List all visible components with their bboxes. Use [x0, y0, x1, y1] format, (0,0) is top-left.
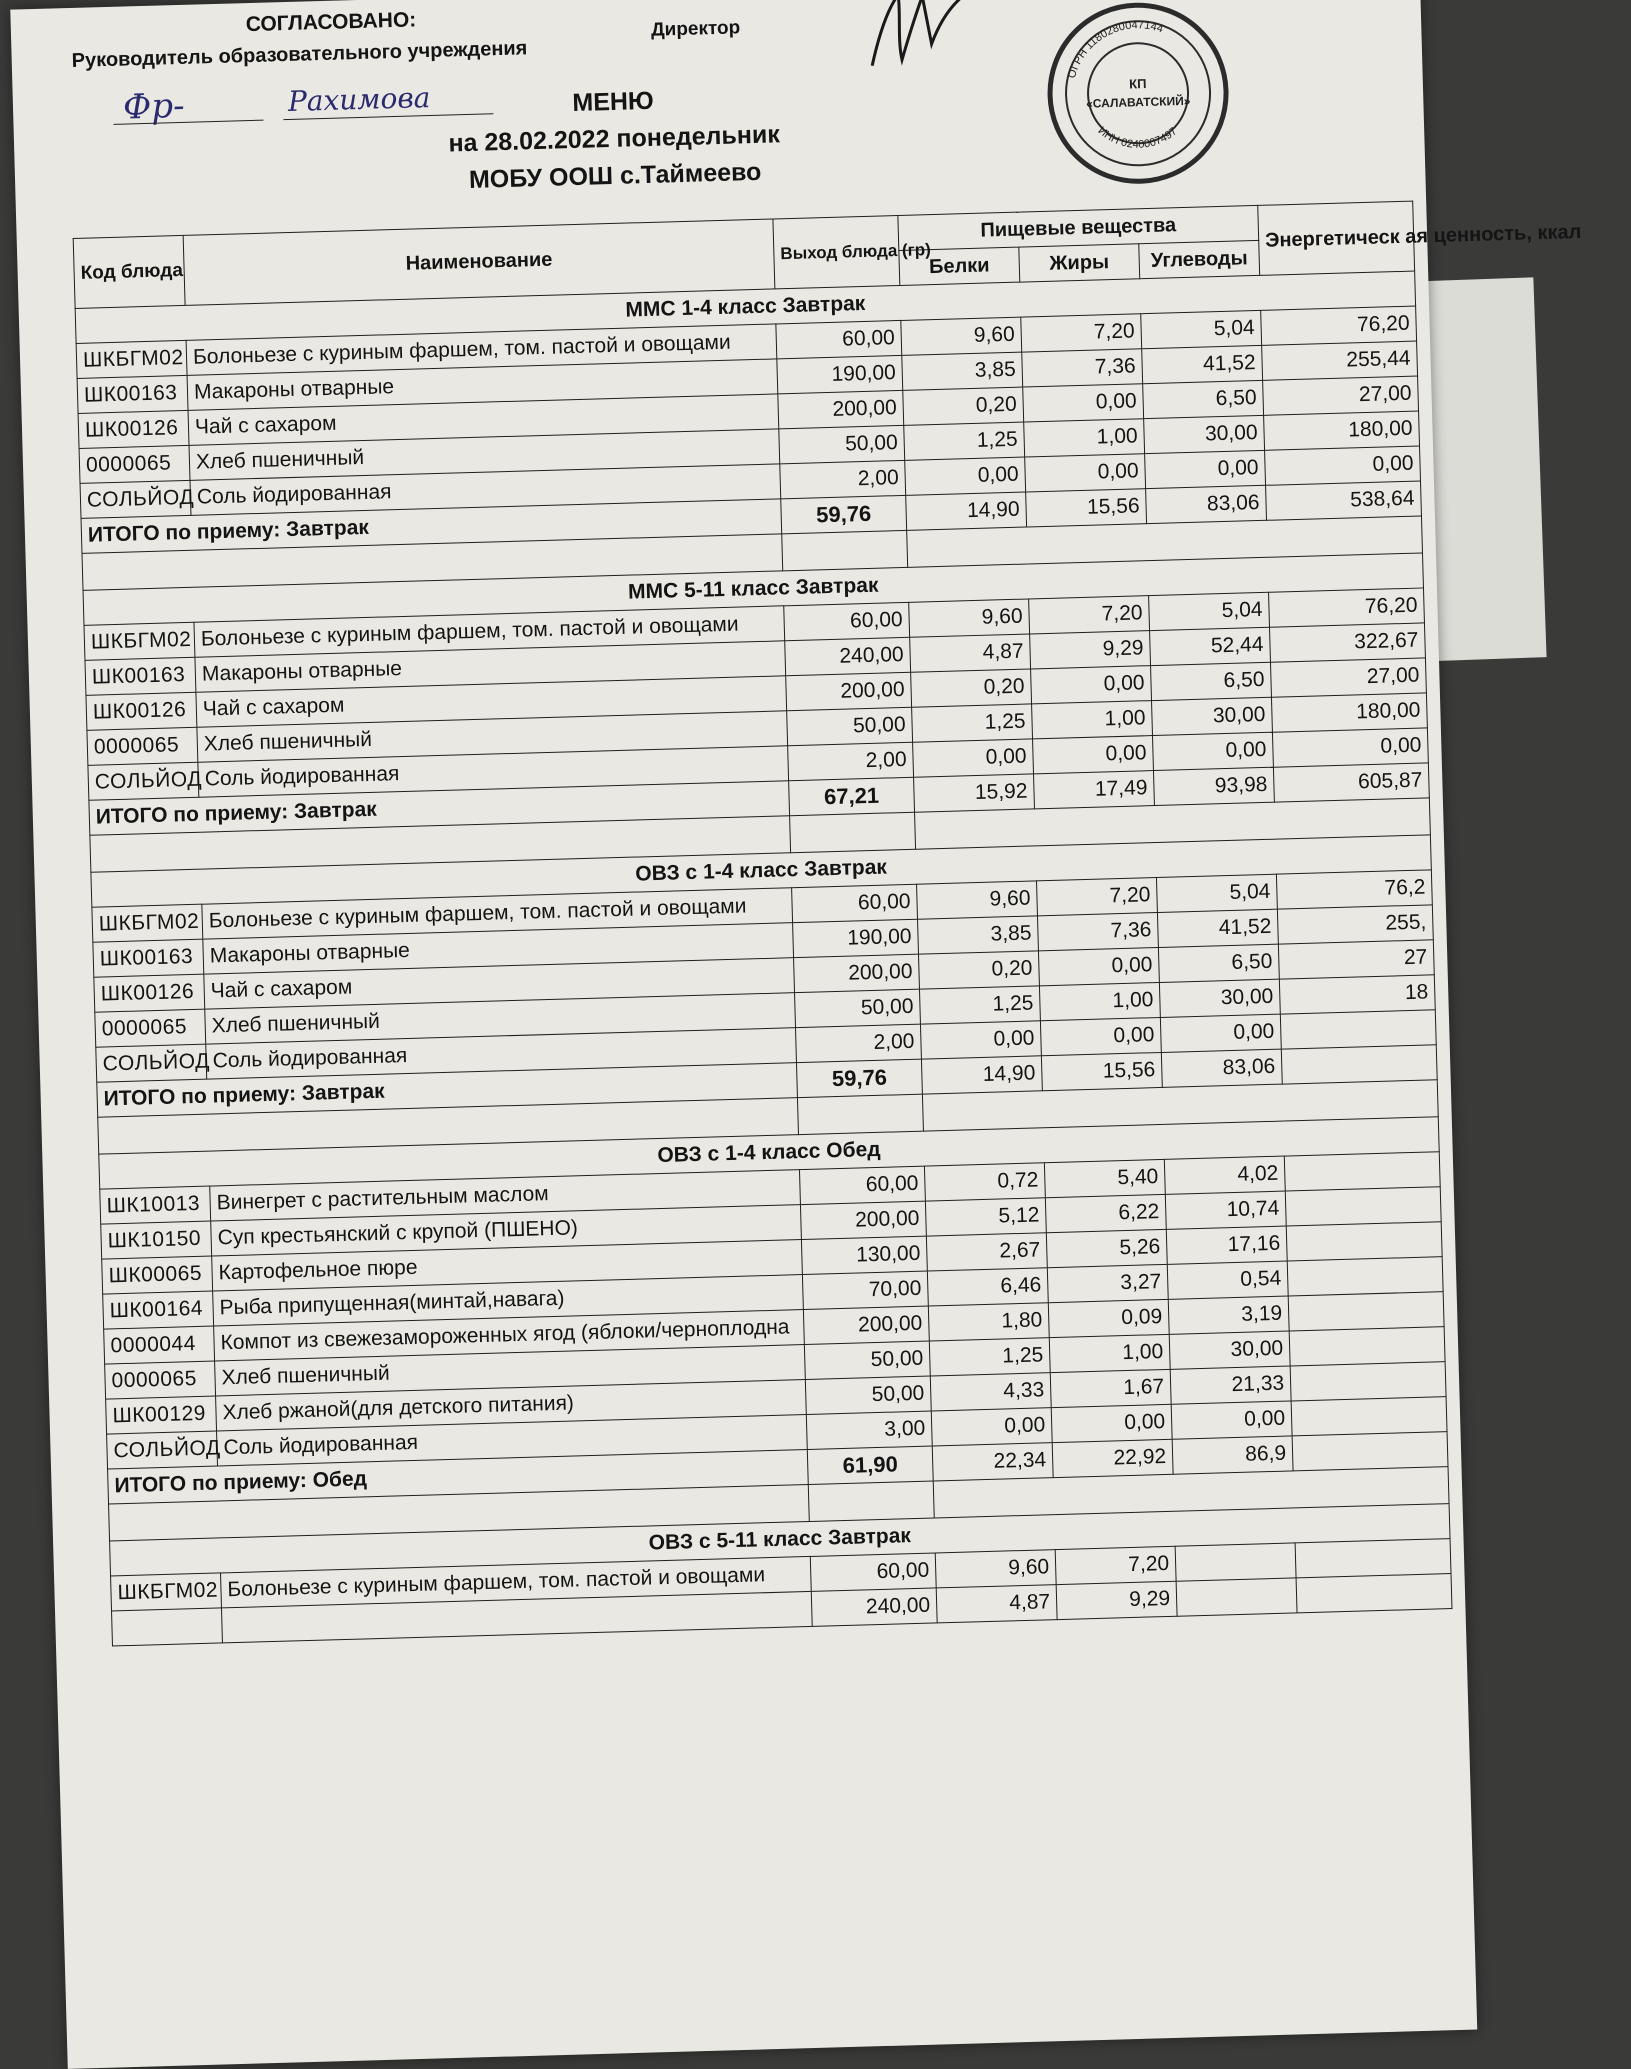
- dish-energy: 322,67: [1270, 623, 1426, 662]
- dish-name: Хлеб пшеничный: [197, 711, 788, 762]
- dish-carbs: 10,74: [1165, 1191, 1286, 1229]
- dish-fats: 5,26: [1046, 1229, 1167, 1267]
- dish-proteins: 4,87: [910, 634, 1031, 672]
- stamp-name: «САЛАВАТСКИЙ»: [1085, 93, 1191, 111]
- dish-code: ШКБГМ02: [76, 340, 187, 378]
- dish-code: ШК00126: [78, 410, 189, 448]
- dish-name: Чай с сахаром: [188, 394, 779, 445]
- dish-output: 60,00: [810, 1553, 936, 1591]
- dish-carbs: [1176, 1578, 1297, 1616]
- dish-name: Компот из свежезамороженных ягод (яблоки/черноплодна: [214, 1310, 805, 1361]
- dish-energy: [1284, 1152, 1440, 1191]
- dish-code: ШК00163: [93, 939, 204, 977]
- dish-carbs: 17,16: [1166, 1226, 1287, 1264]
- dish-carbs: 5,04: [1149, 592, 1270, 630]
- dish-output: 50,00: [805, 1376, 931, 1414]
- dish-fats: 7,36: [1022, 349, 1143, 387]
- dish-carbs: 5,04: [1156, 874, 1277, 912]
- dish-energy: [1287, 1257, 1443, 1296]
- dish-name: Макароны отварные: [187, 359, 778, 410]
- dish-proteins: 6,46: [927, 1268, 1048, 1306]
- total-energy: 538,64: [1266, 481, 1422, 520]
- dish-proteins: 1,25: [912, 704, 1033, 742]
- dish-output: 70,00: [802, 1271, 928, 1309]
- dish-code: ШК10013: [100, 1186, 211, 1224]
- total-carbs: 83,06: [1161, 1049, 1282, 1087]
- section-title: ОВЗ с 1-4 класс Завтрак: [91, 835, 1431, 907]
- dish-proteins: 4,33: [930, 1373, 1051, 1411]
- dish-proteins: 0,00: [931, 1408, 1052, 1446]
- blank-cell: [797, 1094, 923, 1134]
- dish-fats: 1,00: [1032, 701, 1153, 739]
- dish-output: 2,00: [796, 1024, 922, 1062]
- dish-carbs: 6,50: [1158, 944, 1279, 982]
- dish-name: Хлеб пшеничный: [215, 1345, 806, 1396]
- section-title: ОВЗ с 1-4 класс Обед: [99, 1117, 1439, 1189]
- head-role: Руководитель образовательного учреждения: [71, 37, 528, 72]
- dish-energy: [1280, 1010, 1436, 1049]
- dish-carbs: 21,33: [1170, 1366, 1291, 1404]
- dish-carbs: 41,52: [1157, 909, 1278, 947]
- dish-code: ШК00129: [106, 1396, 217, 1434]
- col-code: Код блюда: [73, 235, 185, 308]
- dish-name: Хлеб ржаной(для детского питания): [216, 1380, 807, 1431]
- col-proteins: Белки: [899, 247, 1020, 285]
- col-nutrients: Пищевые вещества: [898, 205, 1259, 250]
- dish-energy: 255,: [1277, 905, 1433, 944]
- dish-fats: 0,00: [1033, 736, 1154, 774]
- dish-code: 0000065: [105, 1361, 216, 1399]
- dish-code: СОЛЬЙОД: [80, 480, 191, 518]
- col-output: Выход блюда (гр): [773, 215, 900, 288]
- dish-carbs: 30,00: [1144, 415, 1265, 453]
- dish-energy: 76,20: [1269, 588, 1425, 627]
- dish-energy: [1288, 1292, 1444, 1331]
- dish-output: 200,00: [803, 1306, 929, 1344]
- dish-code: ШКБГМ02: [84, 622, 195, 660]
- dish-proteins: 3,85: [902, 352, 1023, 390]
- dish-proteins: 1,80: [928, 1303, 1049, 1341]
- dish-code: 0000044: [104, 1326, 215, 1364]
- total-label: ИТОГО по приему: Завтрак: [81, 499, 782, 554]
- dish-energy: 18: [1279, 975, 1435, 1014]
- dish-energy: [1285, 1187, 1441, 1226]
- total-fats: 22,92: [1052, 1439, 1173, 1477]
- total-carbs: 86,9: [1172, 1436, 1293, 1474]
- total-energy: [1292, 1432, 1448, 1471]
- dish-fats: 0,00: [1040, 1017, 1161, 1055]
- total-proteins: 14,90: [921, 1056, 1042, 1094]
- dish-proteins: 4,87: [936, 1585, 1057, 1623]
- total-output: 67,21: [789, 777, 915, 815]
- dish-fats: 7,20: [1036, 878, 1157, 916]
- dish-energy: 76,2: [1276, 870, 1432, 909]
- total-proteins: 22,34: [932, 1443, 1053, 1481]
- stamp-ogrn: ОГРН 1180280047144: [1065, 19, 1165, 80]
- menu-title-block: [353, 81, 876, 198]
- dish-energy: [1291, 1397, 1447, 1436]
- total-energy: 605,87: [1273, 763, 1429, 802]
- total-energy: [1281, 1045, 1437, 1084]
- organization-stamp: [1040, 0, 1235, 191]
- dish-energy: [1286, 1222, 1442, 1261]
- dish-output: 2,00: [780, 460, 906, 498]
- total-fats: 15,56: [1041, 1052, 1162, 1090]
- dish-output: 200,00: [778, 390, 904, 428]
- dish-energy: 27,00: [1270, 658, 1426, 697]
- total-carbs: 83,06: [1146, 485, 1267, 523]
- dish-output: 60,00: [792, 884, 918, 922]
- dish-fats: 0,09: [1048, 1299, 1169, 1337]
- dish-code: ШК00126: [86, 692, 197, 730]
- dish-output: 60,00: [784, 602, 910, 640]
- dish-carbs: 5,04: [1141, 310, 1262, 348]
- blank-cell: [790, 812, 916, 852]
- school-name: МОБУ ООШ с.Таймеево: [468, 157, 762, 194]
- dish-name: Рыба припущенная(минтай,навага): [213, 1275, 804, 1326]
- dish-proteins: 0,20: [911, 669, 1032, 707]
- dish-code: ШК00164: [103, 1291, 214, 1329]
- stamp-inn: ИНН 0240007497: [1095, 124, 1180, 151]
- dish-fats: 0,00: [1051, 1404, 1172, 1442]
- dish-code: СОЛЬЙОД: [88, 762, 199, 800]
- dish-fats: 7,20: [1055, 1546, 1176, 1584]
- dish-output: 2,00: [788, 742, 914, 780]
- section-title: ММС 1-4 класс Завтрак: [75, 271, 1415, 343]
- dish-name: Чай с сахаром: [196, 676, 787, 727]
- dish-energy: 180,00: [1264, 411, 1420, 450]
- dish-proteins: 0,20: [903, 387, 1024, 425]
- menu-title: МЕНЮ: [572, 86, 655, 118]
- dish-output: 190,00: [777, 355, 903, 393]
- col-energy: Энергетическ ая ценность, ккал: [1258, 201, 1415, 275]
- total-proteins: 14,90: [906, 492, 1027, 530]
- dish-carbs: 30,00: [1159, 979, 1280, 1017]
- dish-proteins: 1,25: [929, 1338, 1050, 1376]
- head-initials-signature: Фр-: [122, 85, 186, 128]
- dish-name: Соль йодированная: [206, 1028, 797, 1079]
- dish-code: ШК00065: [102, 1256, 213, 1294]
- dish-code: 0000065: [87, 727, 198, 765]
- head-signature: Рахимова: [287, 80, 431, 118]
- dish-carbs: 0,00: [1152, 732, 1273, 770]
- dish-code: [112, 1608, 223, 1646]
- menu-table: [73, 201, 1582, 1647]
- dish-proteins: 9,60: [935, 1550, 1056, 1588]
- dish-output: 60,00: [776, 320, 902, 358]
- dish-name: Болоньезе с куриным фаршем, том. пастой и овощами: [202, 888, 793, 939]
- dish-fats: 1,00: [1039, 982, 1160, 1020]
- dish-fats: 9,29: [1056, 1581, 1177, 1619]
- dish-code: ШК00163: [77, 375, 188, 413]
- dish-carbs: 41,52: [1142, 345, 1263, 383]
- dish-name: Соль йодированная: [190, 464, 781, 515]
- total-fats: 17,49: [1034, 771, 1155, 809]
- dish-proteins: 0,72: [924, 1163, 1045, 1201]
- dish-proteins: 3,85: [918, 916, 1039, 954]
- dish-carbs: 0,54: [1167, 1261, 1288, 1299]
- total-fats: 15,56: [1026, 489, 1147, 527]
- dish-output: 240,00: [811, 1588, 937, 1626]
- dish-name: Хлеб пшеничный: [205, 993, 796, 1044]
- dish-output: 240,00: [785, 637, 911, 675]
- dish-name: Соль йодированная: [217, 1415, 808, 1466]
- dish-code: ШК00126: [94, 974, 205, 1012]
- dish-proteins: 0,00: [920, 1021, 1041, 1059]
- dish-name: Соль йодированная: [198, 746, 789, 797]
- total-output: 59,76: [781, 495, 907, 533]
- dish-output: 50,00: [787, 707, 913, 745]
- dish-energy: [1296, 1574, 1452, 1613]
- dish-output: 200,00: [786, 672, 912, 710]
- dish-energy: 255,44: [1262, 341, 1418, 380]
- dish-fats: 7,36: [1037, 913, 1158, 951]
- dish-code: 0000065: [95, 1009, 206, 1047]
- dish-carbs: 6,50: [1151, 662, 1272, 700]
- dish-name: Хлеб пшеничный: [189, 429, 780, 480]
- dish-carbs: 52,44: [1150, 627, 1271, 665]
- director-label: Директор: [650, 17, 741, 41]
- total-label: ИТОГО по приему: Завтрак: [89, 781, 790, 836]
- dish-code: ШК00163: [85, 657, 196, 695]
- dish-proteins: 0,00: [905, 457, 1026, 495]
- dish-output: 50,00: [779, 425, 905, 463]
- dish-fats: 5,40: [1044, 1159, 1165, 1197]
- dish-code: СОЛЬЙОД: [107, 1431, 218, 1469]
- dish-name: Чай с сахаром: [204, 958, 795, 1009]
- total-output: 61,90: [807, 1446, 933, 1484]
- dish-code: ШКБГМ02: [111, 1573, 222, 1611]
- total-output: 59,76: [796, 1059, 922, 1097]
- dish-fats: 0,00: [1023, 384, 1144, 422]
- dish-energy: 0,00: [1265, 446, 1421, 485]
- dish-carbs: 0,00: [1145, 450, 1266, 488]
- dish-carbs: [1175, 1543, 1296, 1581]
- dish-code: 0000065: [79, 445, 190, 483]
- dish-energy: [1295, 1539, 1451, 1578]
- menu-date: на 28.02.2022 понедельник: [448, 120, 781, 158]
- dish-fats: 3,27: [1047, 1264, 1168, 1302]
- dish-fats: 1,67: [1050, 1369, 1171, 1407]
- stamp-type: КП: [1128, 75, 1147, 92]
- dish-fats: 0,00: [1038, 947, 1159, 985]
- dish-output: 50,00: [795, 989, 921, 1027]
- total-label: ИТОГО по приему: Завтрак: [97, 1063, 798, 1118]
- dish-fats: 1,00: [1024, 419, 1145, 457]
- dish-energy: [1289, 1327, 1445, 1366]
- dish-energy: [1290, 1362, 1446, 1401]
- dish-carbs: 0,00: [1171, 1401, 1292, 1439]
- director-signature: [860, 0, 992, 76]
- dish-name: Болоньезе с куриным фаршем, том. пастой и овощами: [194, 606, 785, 657]
- col-carbs: Углеводы: [1139, 240, 1260, 278]
- menu-body: [75, 271, 1452, 1646]
- approval-heading: СОГЛАСОВАНО:: [245, 8, 417, 37]
- dish-energy: 27,00: [1263, 376, 1419, 415]
- svg-text:ИНН 0240007497: [1095, 123, 1180, 153]
- section-title: ММС 5-11 класс Завтрак: [83, 553, 1423, 625]
- dish-name: Макароны отварные: [195, 641, 786, 692]
- dish-name: Макароны отварные: [203, 923, 794, 974]
- dish-output: 3,00: [806, 1411, 932, 1449]
- total-carbs: 93,98: [1153, 767, 1274, 805]
- total-proteins: 15,92: [914, 774, 1035, 812]
- dish-output: 60,00: [799, 1166, 925, 1204]
- dish-name: Суп крестьянский с крупой (ПШЕНО): [211, 1205, 802, 1256]
- dish-name: Картофельное пюре: [212, 1240, 803, 1291]
- dish-output: 130,00: [801, 1236, 927, 1274]
- dish-output: 200,00: [794, 954, 920, 992]
- dish-output: 200,00: [800, 1201, 926, 1239]
- dish-proteins: 9,60: [901, 317, 1022, 355]
- dish-proteins: 1,25: [904, 422, 1025, 460]
- dish-code: ШК10150: [101, 1221, 212, 1259]
- dish-carbs: 6,50: [1143, 380, 1264, 418]
- dish-carbs: 0,00: [1160, 1014, 1281, 1052]
- dish-code: СОЛЬЙОД: [96, 1044, 207, 1082]
- dish-code: ШКБГМ02: [92, 904, 203, 942]
- dish-fats: 0,00: [1031, 666, 1152, 704]
- dish-fats: 9,29: [1030, 631, 1151, 669]
- blank-cell: [808, 1481, 934, 1521]
- dish-proteins: 0,00: [913, 739, 1034, 777]
- dish-energy: 76,20: [1261, 306, 1417, 345]
- menu-sheet: [10, 0, 1582, 2069]
- dish-output: 190,00: [793, 919, 919, 957]
- dish-energy: 27: [1278, 940, 1434, 979]
- dish-fats: 7,20: [1029, 596, 1150, 634]
- dish-proteins: 9,60: [917, 881, 1038, 919]
- blank-cell: [782, 530, 908, 570]
- dish-name: Болоньезе с куриным фаршем, том. пастой и овощами: [186, 324, 777, 375]
- dish-fats: 1,00: [1049, 1334, 1170, 1372]
- col-name: Наименование: [183, 219, 775, 305]
- dish-carbs: 30,00: [1152, 697, 1273, 735]
- dish-energy: 180,00: [1271, 693, 1427, 732]
- dish-fats: 7,20: [1021, 314, 1142, 352]
- dish-name: Винегрет с растительным маслом: [210, 1170, 801, 1221]
- dish-output: 50,00: [804, 1341, 930, 1379]
- section-title: ОВЗ с 5-11 класс Завтрак: [110, 1504, 1450, 1576]
- dish-proteins: 2,67: [926, 1233, 1047, 1271]
- dish-proteins: 5,12: [925, 1198, 1046, 1236]
- dish-name: Болоньезе с куриным фаршем, том. пастой и овощами: [221, 1556, 812, 1607]
- dish-proteins: 0,20: [919, 951, 1040, 989]
- total-label: ИТОГО по приему: Обед: [108, 1449, 809, 1504]
- dish-carbs: 3,19: [1168, 1296, 1289, 1334]
- dish-carbs: 30,00: [1169, 1331, 1290, 1369]
- col-fats: Жиры: [1019, 244, 1140, 282]
- dish-proteins: 9,60: [909, 599, 1030, 637]
- dish-proteins: 1,25: [919, 986, 1040, 1024]
- dish-carbs: 4,02: [1164, 1156, 1285, 1194]
- dish-fats: 6,22: [1045, 1194, 1166, 1232]
- dish-fats: 0,00: [1025, 454, 1146, 492]
- dish-energy: 0,00: [1272, 728, 1428, 767]
